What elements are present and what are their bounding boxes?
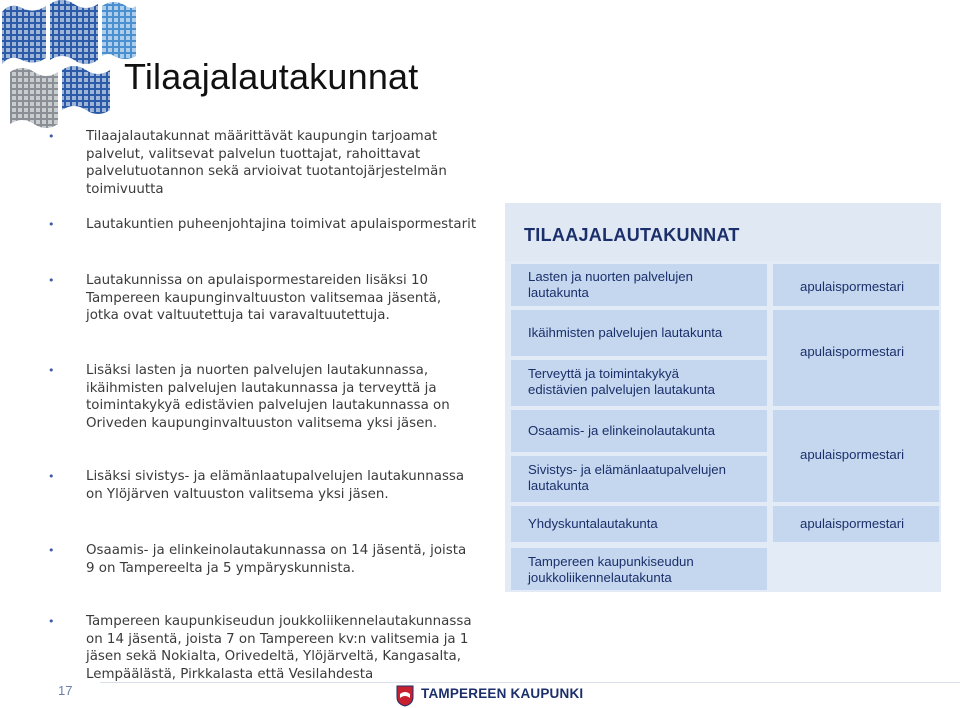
chair-cell: apulaispormestari bbox=[773, 506, 939, 542]
city-crest-icon bbox=[396, 685, 414, 707]
bullet-dot-icon: • bbox=[48, 544, 55, 557]
bullet-dot-icon: • bbox=[48, 615, 55, 628]
footer-divider bbox=[100, 682, 960, 683]
chair-cell: apulaispormestari bbox=[773, 410, 939, 502]
chair-cell: apulaispormestari bbox=[773, 264, 939, 306]
bullet-dot-icon: • bbox=[48, 364, 55, 377]
committee-cell: Yhdyskuntalautakunta bbox=[511, 506, 767, 542]
committee-cell: Tampereen kaupunkiseudun joukkoliikennelautakunta bbox=[511, 548, 767, 590]
list-item: • Lisäksi sivistys- ja elämänlaatupalvelujen lautakunnassa on Ylöjärven valtuuston valitsema yksi jäsen. bbox=[48, 469, 465, 502]
list-item: • Osaamis- ja elinkeinolautakunnassa on 14 jäsentä, joista 9 on Tampereelta ja 5 ympäryskunnista. bbox=[48, 543, 467, 576]
committee-cell: Osaamis- ja elinkeinolautakunta bbox=[511, 410, 767, 452]
page-title: Tilaajalautakunnat bbox=[124, 56, 419, 97]
bullet-dot-icon: • bbox=[48, 274, 55, 287]
committee-cell: Lasten ja nuorten palvelujen lautakunta bbox=[511, 264, 767, 306]
committee-cell: Terveyttä ja toimintakykyä edistävien palvelujen lautakunta bbox=[511, 360, 767, 406]
bullet-dot-icon: • bbox=[48, 470, 55, 483]
list-item: • Lautakuntien puheenjohtajina toimivat apulaispormestarit bbox=[48, 217, 477, 232]
city-name: TAMPEREEN KAUPUNKI bbox=[421, 686, 584, 701]
list-item: • Lisäksi lasten ja nuorten palvelujen lautakunnassa, ikäihmisten palvelujen lautakunnassa ja terveyttä ja toimintakykyä edistävien palvelujen lautakunnassa on Oriveden kaupunginvaltuuston valitsema yksi jäsen. bbox=[48, 363, 450, 431]
committee-table bbox=[505, 203, 941, 592]
table-header bbox=[505, 203, 941, 261]
bullet-list bbox=[48, 128, 478, 683]
list-item: • Tampereen kaupunkiseudun joukkoliikennelautakunnassa on 14 jäsentä, joista 7 on Tampereen kv:n valitsemia ja 1 jäsen sekä Nokialta, Orivedeltä, Ylöjärveltä, Kangasalta, Lempäälästä, Pirkkalasta että Vesilahdesta bbox=[48, 614, 472, 682]
list-item: • Tilaajalautakunnat määrittävät kaupungin tarjoamat palvelut, valitsevat palvelun tuottajat, rahoittavat palvelutuotannon sekä arvioivat tuotantojärjestelmän toimivuutta bbox=[48, 129, 447, 197]
committee-cell: Sivistys- ja elämänlaatupalvelujen lautakunta bbox=[511, 456, 767, 502]
list-item: • Lautakunnissa on apulaispormestareiden lisäksi 10 Tampereen kaupunginvaltuuston valitsemaa jäsentä, jotka ovat valtuutettuja tai varavaltuutettuja. bbox=[48, 273, 442, 324]
committee-cell: Ikäihmisten palvelujen lautakunta bbox=[511, 310, 767, 356]
bullet-dot-icon: • bbox=[48, 218, 55, 231]
table-heading: TILAAJALAUTAKUNNAT bbox=[524, 225, 740, 245]
bullet-dot-icon: • bbox=[48, 130, 55, 143]
page-number: 17 bbox=[58, 683, 73, 698]
chair-cell: apulaispormestari bbox=[773, 310, 939, 406]
